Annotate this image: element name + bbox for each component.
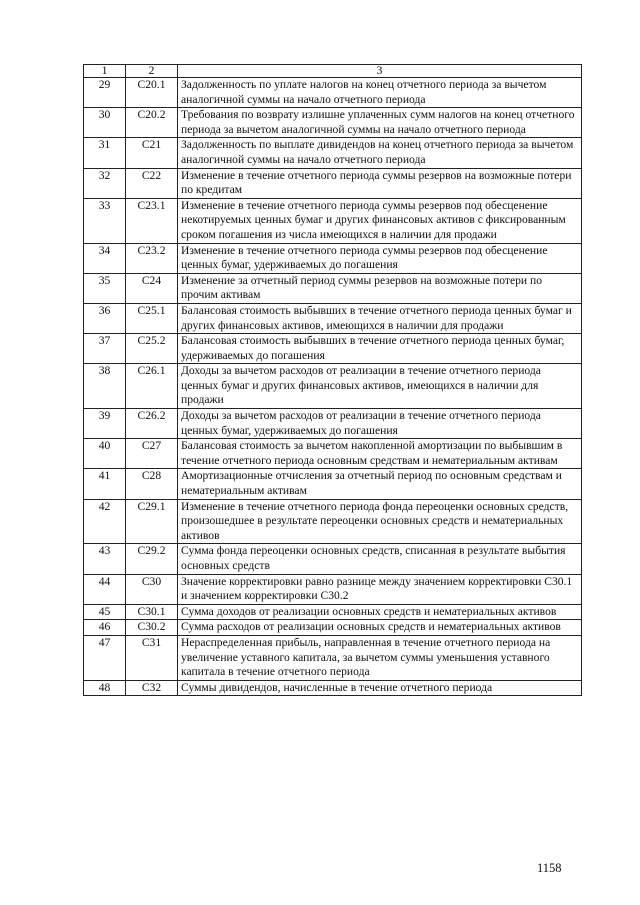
adjustment-description: Сумма расходов от реализации основных средств и нематериальных активов — [178, 620, 582, 636]
adjustment-description: Доходы за вычетом расходов от реализации в течение отчетного периода ценных бумаг, удерживаемых до погашения — [178, 409, 582, 439]
table-row — [84, 574, 582, 604]
row-number: 44 — [84, 574, 126, 604]
row-number: 41 — [84, 469, 126, 499]
table-row — [84, 604, 582, 620]
row-number: 33 — [84, 198, 126, 243]
adjustment-description: Задолженность по уплате налогов на конец отчетного периода за вычетом аналогичной суммы на начало отчетного периода — [178, 78, 582, 108]
adjustment-description: Требования по возврату излишне уплаченных сумм налогов на конец отчетного периода за вычетом аналогичной суммы на начало отчетного периода — [178, 108, 582, 138]
adjustment-description: Доходы за вычетом расходов от реализации в течение отчетного периода ценных бумаг и других финансовых активов, имеющихся в наличии для продажи — [178, 364, 582, 409]
table-row — [84, 108, 582, 138]
adjustment-description: Изменение в течение отчетного периода суммы резервов на возможные потери по кредитам — [178, 168, 582, 198]
adjustment-description: Изменение в течение отчетного периода фонда переоценки основных средств, произошедшее в результате переоценки основных средств и нематериальных активов — [178, 499, 582, 544]
adjustment-code: C22 — [126, 168, 178, 198]
adjustment-code: C20.2 — [126, 108, 178, 138]
adjustment-description: Изменение в течение отчетного периода суммы резервов под обесценение некотируемых ценных бумаг и других финансовых активов с фиксированным сроком погашения из числа имеющихся в наличии для продажи — [178, 198, 582, 243]
adjustment-code: C23.1 — [126, 198, 178, 243]
adjustment-code: C20.1 — [126, 78, 178, 108]
adjustment-description: Сумма фонда переоценки основных средств, списанная в результате выбытия основных средств — [178, 544, 582, 574]
adjustment-code: C30.2 — [126, 620, 178, 636]
row-number: 32 — [84, 168, 126, 198]
row-number: 37 — [84, 334, 126, 364]
row-number: 30 — [84, 108, 126, 138]
adjustment-code: C29.2 — [126, 544, 178, 574]
adjustment-code: C26.2 — [126, 409, 178, 439]
adjustment-description: Изменение за отчетный период суммы резервов на возможные потери по прочим активам — [178, 273, 582, 303]
adjustment-code: C25.1 — [126, 303, 178, 333]
table-row — [84, 620, 582, 636]
adjustment-description: Балансовая стоимость выбывших в течение отчетного периода ценных бумаг и других финансовых активов, имеющихся в наличии для продажи — [178, 303, 582, 333]
row-number: 36 — [84, 303, 126, 333]
row-number: 34 — [84, 243, 126, 273]
table-row — [84, 409, 582, 439]
table-row — [84, 364, 582, 409]
table-row — [84, 198, 582, 243]
page-number: 1158 — [537, 861, 562, 875]
table-row — [84, 303, 582, 333]
row-number: 39 — [84, 409, 126, 439]
table-row — [84, 499, 582, 544]
adjustments-table — [83, 64, 582, 696]
row-number: 38 — [84, 364, 126, 409]
adjustment-code: C23.2 — [126, 243, 178, 273]
row-number: 42 — [84, 499, 126, 544]
row-number: 35 — [84, 273, 126, 303]
adjustment-description: Нераспределенная прибыль, направленная в течение отчетного периода на увеличение уставного капитала, за вычетом суммы уменьшения уставного капитала в течение отчетного периода — [178, 635, 582, 680]
table-row — [84, 544, 582, 574]
row-number: 43 — [84, 544, 126, 574]
column-header-1: 1 — [84, 65, 126, 78]
adjustment-description: Амортизационные отчисления за отчетный период по основным средствам и нематериальным активам — [178, 469, 582, 499]
table-row — [84, 635, 582, 680]
row-number: 48 — [84, 680, 126, 696]
row-number: 47 — [84, 635, 126, 680]
table-row — [84, 273, 582, 303]
adjustment-description: Изменение в течение отчетного периода суммы резервов под обесценение ценных бумаг, удерживаемых до погашения — [178, 243, 582, 273]
adjustment-description: Сумма доходов от реализации основных средств и нематериальных активов — [178, 604, 582, 620]
adjustment-code: C21 — [126, 138, 178, 168]
adjustment-code: C32 — [126, 680, 178, 696]
table-row — [84, 243, 582, 273]
table-row — [84, 469, 582, 499]
column-header-3: 3 — [178, 65, 582, 78]
table-row — [84, 334, 582, 364]
table-row — [84, 680, 582, 696]
adjustment-code: C24 — [126, 273, 178, 303]
row-number: 29 — [84, 78, 126, 108]
table-row — [84, 138, 582, 168]
adjustment-code: C27 — [126, 439, 178, 469]
adjustment-description: Балансовая стоимость за вычетом накопленной амортизации по выбывшим в течение отчетного периода основным средствам и нематериальным активам — [178, 439, 582, 469]
adjustment-description: Суммы дивидендов, начисленные в течение отчетного периода — [178, 680, 582, 696]
row-number: 46 — [84, 620, 126, 636]
adjustment-description: Значение корректировки равно разнице между значением корректировки C30.1 и значением корректировки C30.2 — [178, 574, 582, 604]
adjustment-code: C30 — [126, 574, 178, 604]
adjustment-description: Задолженность по выплате дивидендов на конец отчетного периода за вычетом аналогичной суммы на начало отчетного периода — [178, 138, 582, 168]
table-row — [84, 439, 582, 469]
adjustment-code: C29.1 — [126, 499, 178, 544]
row-number: 31 — [84, 138, 126, 168]
table-row — [84, 78, 582, 108]
column-header-2: 2 — [126, 65, 178, 78]
adjustment-code: C26.1 — [126, 364, 178, 409]
adjustment-code: C28 — [126, 469, 178, 499]
row-number: 40 — [84, 439, 126, 469]
table-body — [84, 78, 582, 696]
adjustment-code: C30.1 — [126, 604, 178, 620]
table-header-row — [84, 65, 582, 78]
adjustment-description: Балансовая стоимость выбывших в течение отчетного периода ценных бумаг, удерживаемых до погашения — [178, 334, 582, 364]
table-row — [84, 168, 582, 198]
row-number: 45 — [84, 604, 126, 620]
adjustment-code: C31 — [126, 635, 178, 680]
adjustment-code: C25.2 — [126, 334, 178, 364]
